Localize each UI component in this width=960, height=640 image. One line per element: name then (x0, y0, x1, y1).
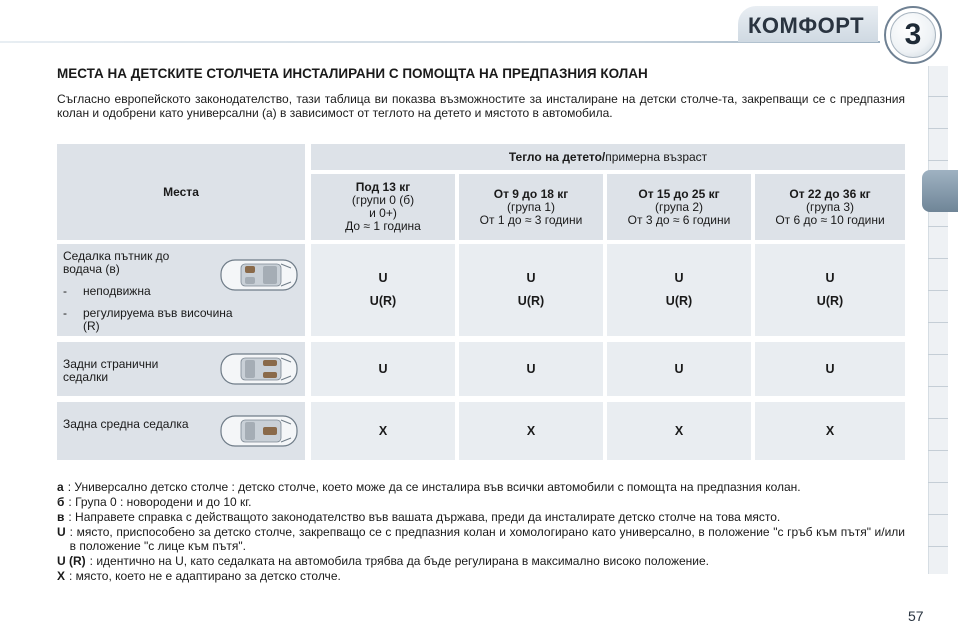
rail-mark (928, 418, 948, 419)
column-title: От 22 до 36 кг (789, 186, 871, 201)
legend-key: а (57, 480, 64, 494)
column-group: (група 3) (805, 199, 855, 214)
legend (57, 480, 905, 584)
rail-mark (928, 128, 948, 129)
legend-item (57, 569, 905, 583)
row-label: Седалка пътник до водача (в) (63, 249, 170, 276)
value-ur: U(R) (369, 294, 397, 308)
legend-text: : Универсално детско столче : детско столче, което може да се инсталира във всички автомобили с помощта на предпазния колан. (67, 480, 801, 494)
value-u: U (825, 271, 835, 285)
rail-mark (928, 258, 948, 259)
weight-header (311, 144, 905, 170)
value-stack (370, 272, 396, 308)
rail-mark (928, 546, 948, 547)
seats-header-label: Места (163, 184, 199, 199)
legend-item (57, 495, 905, 509)
rail-mark (928, 450, 948, 451)
legend-key: U (57, 525, 66, 539)
column-header-group-0 (311, 174, 455, 240)
option-adjustable (63, 307, 233, 333)
value-u: U (378, 361, 388, 376)
legend-item (57, 554, 905, 568)
rail-mark (928, 354, 948, 355)
legend-key: б (57, 495, 65, 509)
value-cell (755, 402, 905, 460)
rail-mark (928, 386, 948, 387)
car-seat-rear-side-icon (219, 350, 299, 388)
legend-text: : място, приспособено за детско столче, закрепващо се с предпазния колан и хомологирано като универсално, в положение "с гръб към пътя" и/или в положение "с лице към пътя". (69, 525, 905, 553)
value-cell (607, 342, 751, 396)
value-cell (755, 342, 905, 396)
value-u: U (825, 361, 835, 376)
value-x: X (825, 423, 835, 438)
value-cell (459, 402, 603, 460)
value-cell (311, 402, 455, 460)
page-number: 57 (908, 608, 924, 624)
value-u: U (674, 361, 684, 376)
rail-mark (928, 226, 948, 227)
rail-mark (928, 290, 948, 291)
seats-header (57, 144, 305, 240)
value-cell (459, 244, 603, 336)
legend-item (57, 510, 905, 524)
column-title: От 15 до 25 кг (638, 186, 720, 201)
legend-key: U (R) (57, 554, 86, 568)
value-cell (755, 244, 905, 336)
weight-header-text (509, 151, 707, 164)
value-cell (607, 402, 751, 460)
intro-paragraph: Съгласно европейското законодателство, тази таблица ви показва възможностите за инсталиране на детски столче-та, закрепващи се с предпазния колан и одобрени като универсални (а) в зависимост от теглото на детето и мястото в автомобила. (57, 92, 905, 120)
value-stack (817, 272, 843, 308)
legend-text: : Направете справка с действащото законодателство във вашата държава, преди да инсталирате детско столче на това място. (68, 510, 781, 524)
column-title: От 9 до 18 кг (493, 186, 569, 201)
option-label: неподвижна (83, 284, 151, 298)
option-dash: - (63, 284, 67, 298)
value-u: U (378, 271, 388, 285)
side-rail (928, 66, 948, 574)
value-u: U (526, 271, 536, 285)
column-header-group-2 (607, 174, 751, 240)
column-group-extra: и 0+) (369, 206, 397, 220)
value-stack (666, 272, 692, 308)
weight-header-rest: примерна възраст (605, 149, 708, 164)
column-title: Под 13 кг (355, 180, 411, 194)
value-u: U (526, 361, 536, 376)
column-group: (група 1) (506, 199, 556, 214)
value-x: X (526, 423, 536, 438)
column-age: От 1 до ≈ 3 години (479, 212, 583, 227)
option-dash: - (63, 306, 67, 320)
row-label: Задна средна седалка (63, 417, 189, 431)
value-cell (459, 342, 603, 396)
section-title: МЕСТА НА ДЕТСКИТЕ СТОЛЧЕТА ИНСТАЛИРАНИ С ПОМОЩТА НА ПРЕДПАЗНИЯ КОЛАН (57, 66, 648, 81)
legend-item (57, 480, 905, 494)
column-age: От 6 до ≈ 10 години (775, 212, 885, 227)
legend-key: в (57, 510, 65, 524)
value-ur: U(R) (517, 294, 545, 308)
header-band (0, 0, 960, 58)
value-ur: U(R) (665, 294, 693, 308)
column-age: До ≈ 1 година (345, 219, 421, 233)
column-group: (групи 0 (б) (351, 193, 415, 207)
value-ur: U(R) (816, 294, 844, 308)
car-seat-front-passenger-icon (219, 256, 299, 294)
column-group: (група 2) (654, 199, 704, 214)
column-header-group-3 (755, 174, 905, 240)
value-u: U (674, 271, 684, 285)
legend-text: : място, което не е адаптирано за детско столче. (69, 569, 341, 583)
option-label: регулируема във височина (R) (83, 306, 233, 333)
rail-mark (928, 482, 948, 483)
value-cell (311, 342, 455, 396)
rail-mark (928, 322, 948, 323)
car-seat-rear-middle-icon (219, 412, 299, 450)
chapter-tab-active[interactable] (922, 170, 958, 212)
column-age: От 3 до ≈ 6 години (627, 212, 731, 227)
chapter-number: 3 (890, 12, 936, 58)
legend-text: : Група 0 : новородени и до 10 кг. (68, 495, 252, 509)
legend-text: : идентично на U, като седалката на автомобила трябва да бъде регулирана в максимално високо положение. (89, 554, 710, 568)
rail-mark (928, 96, 948, 97)
rail-mark (928, 514, 948, 515)
row-label: Задни странични седалки (63, 357, 159, 384)
child-seat-table (57, 144, 905, 460)
value-x: X (378, 423, 388, 438)
value-stack (518, 272, 544, 308)
legend-key: X (57, 569, 66, 583)
value-cell (607, 244, 751, 336)
column-header-group-1 (459, 174, 603, 240)
value-x: X (674, 423, 684, 438)
legend-item (57, 525, 905, 553)
value-cell (311, 244, 455, 336)
option-fixed (63, 285, 151, 298)
chapter-badge (884, 6, 942, 64)
rail-mark (928, 160, 948, 161)
weight-header-bold: Тегло на детето/ (508, 149, 606, 164)
chapter-title: КОМФОРТ (748, 13, 865, 38)
